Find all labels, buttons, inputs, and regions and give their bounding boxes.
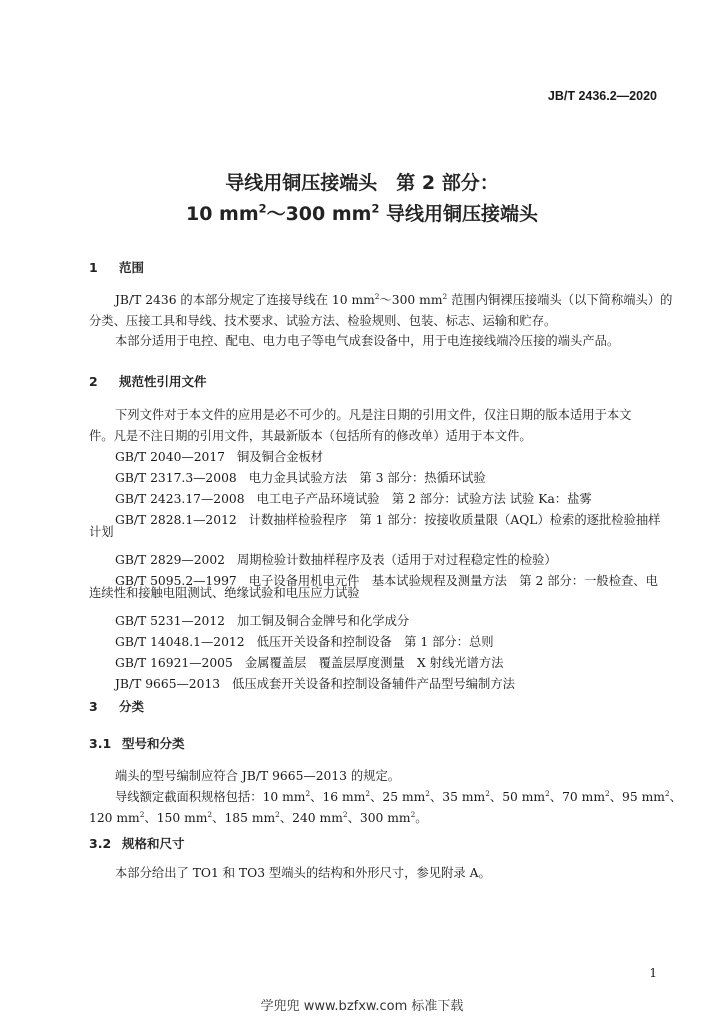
reference-item: GB/T 2828.1—2012 计数抽样检验程序 第 1 部分：按接收质量限（AQL）检索的逐批检验抽样 bbox=[115, 513, 661, 527]
section-3-2-heading: 3.2 规格和尺寸 bbox=[89, 836, 185, 851]
size-spec: 25 $mm^2$ bbox=[382, 788, 430, 804]
section-1-para-1-line-2: 分类、压接工具和导线、技术要求、试验方法、检验规则、包装、标志、运输和贮存。 bbox=[89, 314, 557, 328]
section-2-intro-line-1: 下列文件对于本文件的应用是必不可少的。凡是注日期的引用文件，仅注日期的版本适用于本文 bbox=[115, 408, 632, 422]
reference-item: GB/T 2423.17—2008 电工电子产品环境试验 第 2 部分：试验方法 试验 Ka：盐雾 bbox=[115, 492, 592, 506]
size-spec: 300 $mm^2$ bbox=[359, 809, 416, 825]
size-spec: 185 $mm^2$ bbox=[224, 809, 280, 825]
section-1-para-1-line-1: JB/T 2436 的本部分规定了连接导线在 10 $mm^2\sim 300$ $mm^2$ 范围内铜裸压接端头（以下简称端头）的 bbox=[115, 291, 673, 307]
section-3-heading: 3 分类 bbox=[89, 699, 145, 714]
reference-item: GB/T 5095.2—1997 电子设备用机电元件 基本试验规程及测量方法 第 2 部分：一般检查、电 bbox=[115, 574, 658, 588]
size-spec: 10 $mm^2$ bbox=[262, 788, 311, 804]
reference-item-continuation: 计划 bbox=[89, 525, 114, 539]
reference-item: GB/T 16921—2005 金属覆盖层 覆盖层厚度测量 X 射线光谱方法 bbox=[115, 656, 504, 670]
reference-item: GB/T 2040—2017 铜及铜合金板材 bbox=[115, 450, 324, 464]
size-spec: 35 $mm^2$ bbox=[442, 788, 490, 804]
reference-item: GB/T 2317.3—2008 电力金具试验方法 第 3 部分：热循环试验 bbox=[115, 471, 486, 485]
size-spec: 240 $mm^2$ bbox=[292, 809, 348, 825]
size-spec: 70 $mm^2$ bbox=[562, 788, 610, 804]
reference-item: GB/T 14048.1—2012 低压开关设备和控制设备 第 1 部分：总则 bbox=[115, 635, 494, 649]
reference-item: JB/T 9665—2013 低压成套开关设备和控制设备辅件产品型号编制方法 bbox=[115, 677, 515, 691]
section-3-1-para-1: 端头的型号编制应符合 JB/T 9665—2013 的规定。 bbox=[115, 769, 401, 783]
section-3-1-heading: 3.1 型号和分类 bbox=[89, 736, 185, 751]
reference-item: GB/T 2829—2002 周期检验计数抽样程序及表（适用于对过程稳定性的检验） bbox=[115, 553, 557, 567]
section-3-1-sizes-line-2: 120 $mm^2$、150 $mm^2$、185 $mm^2$、240 $mm^2$、300 $mm^2$。 bbox=[89, 809, 428, 825]
title-line-1: 导线用铜压接端头 第 2 部分： bbox=[225, 172, 499, 194]
title-line-2: 10 $mm^2\sim 300$ $mm^2$ 导线用铜压接端头 bbox=[185, 201, 539, 225]
section-3-2-para-1: 本部分给出了 TO1 和 TO3 型端头的结构和外形尺寸，参见附录 A。 bbox=[115, 866, 491, 880]
section-1-para-2: 本部分适用于电控、配电、电力电子等电气成套设备中，用于电连接线端冷压接的端头产品。 bbox=[115, 334, 620, 348]
page-number: 1 bbox=[649, 966, 657, 980]
reference-item: GB/T 5231—2012 加工铜及铜合金牌号和化学成分 bbox=[115, 614, 410, 628]
size-spec: 50 $mm^2$ bbox=[502, 788, 550, 804]
size-spec: 150 $mm^2$ bbox=[156, 809, 213, 825]
size-spec: 120 $mm^2$ bbox=[89, 809, 145, 825]
standard-code: JB/T 2436.2—2020 bbox=[547, 89, 657, 103]
section-1-heading: 1 范围 bbox=[89, 260, 145, 275]
section-3-1-sizes-line-1: 导线额定截面积规格包括：10 $mm^2$、16 $mm^2$、25 $mm^2$、35 $mm^2$、50 $mm^2$、70 $mm^2$、95 $mm^2$、 bbox=[115, 788, 682, 804]
section-2-intro-line-2: 件。凡是不注日期的引用文件，其最新版本（包括所有的修改单）适用于本文件。 bbox=[89, 429, 532, 443]
size-spec: 95 $mm^2$ bbox=[622, 788, 670, 804]
watermark-footer: 学兜兜 www.bzfxw.com 标准下载 bbox=[260, 999, 464, 1014]
section-2-heading: 2 规范性引用文件 bbox=[89, 374, 207, 389]
size-spec: 16 $mm^2$ bbox=[322, 788, 371, 804]
reference-item-continuation: 连续性和接触电阻测试、绝缘试验和电压应力试验 bbox=[89, 586, 360, 600]
